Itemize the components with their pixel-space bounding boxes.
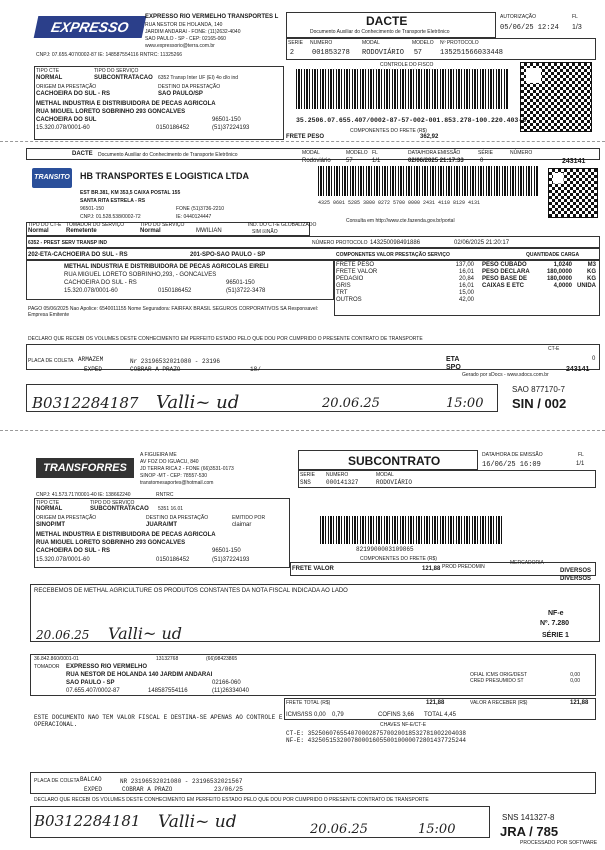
company-cnpj: CNPJ: 41.573.717/0001-40 IE: 138662240 bbox=[36, 492, 131, 498]
seguro-info: PAGO 05/06/2025 Nao Apolice: 6540011155 Nome Seguradora: FAIRFAX BRASIL SEGUROS CORPORATIVOS SA Responsavel: Empresa Emitente bbox=[28, 306, 319, 318]
endereco-value: RUA MIGUEL LORETO SOBRINHO 293 GONCALVES bbox=[36, 109, 186, 115]
protocolo-data: 02/06/2025 21:20:17 bbox=[454, 240, 510, 246]
component-row-cell: PEDAGIO bbox=[336, 276, 364, 282]
component-row-cell: 15,00 bbox=[458, 290, 474, 296]
serie-label: SERIE bbox=[288, 40, 304, 46]
component-row-cell: 16,01 bbox=[458, 269, 474, 275]
cfop-value: 6352 Transp Inter UF (EI) 4o d/o ind bbox=[158, 75, 239, 81]
tomador-label: TOMADOR bbox=[34, 664, 60, 670]
tomador2: EXPED bbox=[84, 366, 103, 373]
tax-list bbox=[470, 672, 590, 684]
tipo-servico-label: TIPO DO SERVIÇO bbox=[94, 68, 139, 74]
numero-label: NÚMERO bbox=[510, 150, 533, 156]
endereco-value: RUA MIGUEL LORETO SOBRINHO 293 GONCALVES bbox=[36, 540, 186, 546]
sin-ref: SIN / 002 bbox=[512, 396, 567, 411]
termino-prestacao: 201-SPO-SAO PAULO - SP bbox=[190, 252, 266, 258]
company-address-3: JD TERRA RICA 2 - FONE (66)3531-0173 bbox=[140, 466, 234, 472]
company-email: transtomesaportes@hotmail.com bbox=[140, 480, 214, 486]
access-key-line: CT-E: 35250607655407000287570020018532781002204038 bbox=[286, 730, 467, 737]
tax-row-cell: 0,00 bbox=[570, 678, 580, 684]
qr-code bbox=[520, 62, 592, 132]
cobrar: COBRAR A PRAZO bbox=[130, 366, 181, 373]
modal-label: MODAL bbox=[376, 472, 394, 478]
dacte-title: DACTE bbox=[72, 151, 93, 157]
tipo-cte-value: NORMAL bbox=[36, 75, 63, 81]
tomador-value: Remetente bbox=[66, 228, 97, 234]
nfe-number: Nº. 7.280 bbox=[540, 620, 570, 627]
tom-cnpj2: 36.842.860/0001-01 bbox=[34, 656, 79, 662]
ind-value: SIM ☒NÃO bbox=[252, 229, 278, 235]
protocolo-value: 143250098491886 bbox=[370, 240, 421, 246]
tom-fone: (11)26334040 bbox=[212, 688, 249, 694]
numero-value: 243141 bbox=[562, 158, 586, 165]
icms-value: TOTAL 4,45 bbox=[424, 712, 456, 718]
destino-label: DESTINO DA PRESTAÇÃO bbox=[158, 84, 221, 90]
stub-box bbox=[30, 772, 596, 794]
emitido-value: claimar bbox=[232, 522, 252, 528]
handwritten-date: 20.06.25 bbox=[322, 396, 380, 411]
company-cep: 96501-150 bbox=[80, 206, 104, 212]
valor-receber-value: 121,88 bbox=[570, 700, 589, 706]
access-key-barcode bbox=[318, 166, 538, 196]
destino-value: JUARA/MT bbox=[146, 522, 177, 528]
emissao-value: 02/06/2025 21:17:33 bbox=[408, 158, 464, 164]
municipio-value: CACHOEIRA DO SUL - RS bbox=[64, 280, 137, 286]
inicio-prestacao: 202-ETA-CACHOEIRA DO SUL - RS bbox=[28, 252, 128, 258]
component-row-cell: 16,01 bbox=[458, 283, 474, 289]
modelo-label: MODELO bbox=[346, 150, 368, 156]
company-address-2: AV FOZ DO IGUACU, 840 bbox=[140, 459, 199, 465]
quantity-row-cell: M3 bbox=[587, 262, 596, 268]
cte-label: CT-E bbox=[548, 346, 560, 352]
serie-label: SERIE bbox=[300, 472, 316, 478]
barcode-number: 8219900003109865 bbox=[356, 546, 414, 553]
handwritten-code: B0312284181 bbox=[34, 812, 141, 830]
handwritten-date: 20.06.25 bbox=[310, 822, 368, 837]
declaro-text: DECLARO QUE RECEBI OS VOLUMES DESTE CONHECIMENTO EM PERFEITO ESTADO PELO QUE DOU POR CUMPRIDO O PRESENTE CONTRATO DE TRANSPORTE bbox=[28, 336, 423, 342]
component-row bbox=[336, 283, 476, 290]
icms-value: ICMS/ISS 0,00 bbox=[286, 712, 326, 718]
cte-stub bbox=[26, 344, 600, 370]
numero-label: NUMERO bbox=[326, 472, 349, 478]
serie-label: SÉRIE bbox=[478, 150, 494, 156]
quantity-row bbox=[482, 262, 598, 269]
destino-code: SPO bbox=[446, 364, 461, 371]
frete-total-value: 121,88 bbox=[426, 700, 445, 706]
remetente-value: METHAL INDUSTRIA E DISTRIBUIDORA DE PECAS AGRICOLA bbox=[36, 101, 216, 107]
tipo-cte-label: TIPO CTE bbox=[36, 500, 60, 506]
coleta-value: BALCAO bbox=[80, 776, 102, 783]
tom-municipio: SAO PAULO - SP bbox=[66, 680, 115, 686]
expresso-logo: EXPRESSO bbox=[34, 16, 147, 38]
tom-ie2: 13132768 bbox=[156, 656, 179, 662]
sns-ref: SNS 141327-8 bbox=[502, 813, 555, 822]
serie-value: 0 bbox=[480, 158, 484, 164]
quantity-row-cell: PESO BASE DE bbox=[482, 276, 528, 282]
component-row-cell: FRETE VALOR bbox=[336, 269, 378, 275]
cobrar: COBRAR A PRAZO bbox=[122, 786, 173, 793]
tipo-serv-label: TIPO DO SERVIÇO bbox=[90, 500, 135, 506]
modal-value: RODOVIÁRIO bbox=[376, 479, 413, 486]
modal-value: Rodoviário bbox=[302, 158, 331, 164]
municipio-value: CACHOEIRA DO SUL - RS bbox=[36, 548, 111, 554]
authorization-label: AUTORIZAÇÃO bbox=[500, 14, 537, 20]
quantity-row-cell: 180,0000 bbox=[546, 269, 572, 275]
quantity-row-cell: 180,0000 bbox=[546, 276, 572, 282]
component-row-cell: 20,84 bbox=[458, 276, 474, 282]
page-separator bbox=[0, 141, 605, 143]
nr-value: Nr 23196532021080 - 23196 bbox=[130, 358, 221, 365]
dacte-title: DACTE bbox=[366, 14, 408, 28]
transito-logo: TRANSITO bbox=[32, 168, 72, 188]
tomador-value: EXPRESSO RIO VERMELHO bbox=[66, 664, 148, 670]
tipo-cte-value: Normal bbox=[28, 228, 49, 234]
fone-rem: (51)3722-3478 bbox=[226, 288, 266, 294]
emitido-label: EMITIDO POR bbox=[232, 515, 266, 521]
recebemos-text: RECEBEMOS DE METHAL AGRICULTURE OS PRODUTOS CONSTANTES DA NOTA FISCAL INDICADA AO LADO bbox=[34, 588, 348, 594]
component-row bbox=[336, 290, 476, 297]
handwritten-time: 15:00 bbox=[446, 396, 484, 411]
coleta-label: PLACA DE COLETA bbox=[34, 778, 80, 784]
tax-row-cell: CRED PRESUMIDO ST bbox=[470, 678, 524, 684]
modal-label: MODAL bbox=[362, 40, 380, 46]
tipo-serv-label: TIPO DO SERVIÇO bbox=[140, 222, 185, 228]
quantity-row bbox=[482, 269, 598, 276]
comp-header: COMPONENTES VALOR PRESTAÇÃO SERVIÇO bbox=[336, 252, 450, 258]
numero-value: 000141327 bbox=[326, 479, 359, 486]
document-barcode bbox=[320, 516, 504, 544]
protocolo-value: 135251566033448 bbox=[440, 49, 504, 57]
company-ie: IE: 0440124447 bbox=[176, 214, 212, 220]
ie-rem: 0150186452 bbox=[156, 557, 190, 563]
fl-label: FL bbox=[578, 452, 584, 458]
declaro-text: DECLARO QUE RECEBI OS VOLUMES DESTE CONHECIMENTO EM PERFEITO ESTADO PELO QUE DOU POR CUMPRIDO O PRESENTE CONTRATO DE TRANSPORTE bbox=[34, 797, 429, 803]
modelo-value: 57 bbox=[346, 158, 353, 164]
nr-value: NR 23196532021080 - 23196532021567 bbox=[120, 778, 243, 785]
fl-value: 1/1 bbox=[576, 461, 585, 467]
municipio-value: CACHOEIRA DO SUL bbox=[36, 117, 97, 123]
serie-value: 2 bbox=[290, 49, 294, 56]
dacte-subtitle: Documento Auxiliar do Conhecimento de Transporte Eletrônico bbox=[98, 152, 238, 158]
tipo-cte-label: TIPO CTE bbox=[36, 68, 60, 74]
component-row bbox=[336, 262, 476, 269]
icms-value: 0,79 bbox=[332, 712, 344, 718]
component-row bbox=[336, 269, 476, 276]
endereco-value: RUA MIGUEL LORETO SOBRINHO,293, - GONCALVES bbox=[64, 272, 217, 278]
valor-receber-label: VALOR A RECEBER (R$) bbox=[470, 700, 528, 706]
origem-value: CACHOEIRA DO SUL - RS bbox=[36, 91, 111, 97]
components-list bbox=[336, 262, 476, 304]
cep-value: 96501-150 bbox=[212, 548, 241, 554]
receipt-date: 20.06.25 bbox=[36, 628, 90, 642]
destino-value: SAO PAULO/SP bbox=[158, 91, 203, 97]
modal-label: MODAL bbox=[302, 150, 320, 156]
signature: Valli~ ud bbox=[158, 812, 237, 832]
numero-value: 001853278 bbox=[312, 49, 350, 57]
access-key-line: NF-E: 43250515320078000160550010000072801437725244 bbox=[286, 737, 467, 744]
fl-value: 1/3 bbox=[572, 24, 582, 31]
controle-fisco: CONTROLE DO FISCO bbox=[380, 62, 434, 68]
dacte-subtitle: Documento Auxiliar do Conhecimento de Transporte Eletrônico bbox=[310, 29, 450, 35]
signature: Valli~ ud bbox=[156, 392, 240, 413]
cnpj-rem: 15.320.078/0001-60 bbox=[64, 288, 118, 294]
component-row bbox=[336, 297, 476, 304]
tom-ie: 148587554116 bbox=[148, 688, 188, 694]
tomador-label: TOMADOR DO SERVIÇO bbox=[66, 222, 125, 228]
cep-value: 96501-150 bbox=[212, 117, 241, 123]
tipo-cte-label: TIPO DO CT-E bbox=[28, 222, 62, 228]
fone-rem: (51)37224193 bbox=[212, 557, 250, 563]
frete-valor-value: 121,88 bbox=[422, 566, 441, 572]
protocolo-label: NÚMERO PROTOCOLO bbox=[312, 240, 368, 246]
tax-row-cell: OFIAL ICMS ORIG/DEST bbox=[470, 672, 528, 678]
cnpj-rem: 15.320.078/0001-60 bbox=[36, 557, 90, 563]
access-key: 35.2506.07.655.407/0002-87-57-002-001.853.278-100.220.403-8 bbox=[296, 117, 527, 124]
quantity-row-cell: CAIXAS E ETC bbox=[482, 283, 525, 289]
chaves-label: CHAVES NF-E/CT-E bbox=[380, 722, 427, 728]
component-row-cell: GRIS bbox=[336, 283, 351, 289]
coleta-label: PLACA DE COLETA bbox=[28, 358, 74, 364]
emissao-label: DATA/HORA EMISSÃO bbox=[408, 150, 461, 156]
previsao: 23/06/25 bbox=[214, 786, 243, 793]
modelo-label: MODELO bbox=[412, 40, 434, 46]
company-address-3: SAO PAULO - SP - CEP: 02165-060 bbox=[145, 36, 226, 42]
emissao-label: DATA/HORA DE EMISSÃO bbox=[482, 452, 543, 458]
tipo-serv-value: Normal bbox=[140, 228, 161, 234]
company-name: EXPRESSO RIO VERMELHO TRANSPORTES L bbox=[145, 14, 279, 20]
quantity-row-cell: KG bbox=[587, 276, 596, 282]
dacte-expresso-rio-vermelho bbox=[0, 6, 605, 140]
quantity-row bbox=[482, 283, 598, 290]
company-name: HB TRANSPORTES E LOGISTICA LTDA bbox=[80, 171, 250, 181]
tax-row bbox=[470, 678, 590, 684]
coleta-value: ARMAZEM bbox=[78, 356, 104, 363]
component-row-cell: 137,00 bbox=[455, 262, 474, 268]
icms-row bbox=[286, 712, 486, 719]
ie-rem: 0150186452 bbox=[158, 288, 192, 294]
access-key: 4325 0601 5285 3800 0272 5700 0000 2431 4110 8129 4131 bbox=[318, 200, 481, 206]
icms-value: COFINS 3,66 bbox=[378, 712, 415, 718]
qty-header: QUANTIDADE CARGA bbox=[526, 252, 580, 258]
tomador-serv: EXPED bbox=[84, 786, 103, 793]
company-email: www.expressorio@terra.com.br bbox=[145, 43, 215, 49]
tom-endereco: RUA NESTOR DE HOLANDA 140 JARDIM ANDARAI bbox=[66, 672, 213, 678]
remetente-value: METHAL INDUSTRIA E DISTRIBUIDORA DE PECAS AGRICOLA bbox=[36, 532, 216, 538]
sao-ref: SAO 877170-7 bbox=[512, 385, 565, 394]
origem-code: ETA bbox=[446, 356, 460, 363]
protocolo-label: Nº PROTOCOLO bbox=[440, 40, 479, 46]
tipo-cte-value: NORMAL bbox=[36, 506, 63, 512]
frete-total-label: FRETE TOTAL (R$) bbox=[286, 700, 331, 706]
nfe-label: NF-e bbox=[548, 610, 564, 617]
quantity-row-cell: KG bbox=[587, 269, 596, 275]
subcontrato-transforres bbox=[0, 432, 605, 850]
component-row-cell: OUTROS bbox=[336, 297, 362, 303]
origem-label: ORIGEM DA PRESTAÇÃO bbox=[36, 515, 97, 521]
observacao: ESTE DOCUMENTO NAO TEM VALOR FISCAL E DESTINA-SE APENAS AO CONTROLE E OPERACIONAL. bbox=[34, 714, 283, 728]
company-fone: FONE (51)3736-2210 bbox=[176, 206, 225, 212]
tom-cep: 02166-060 bbox=[212, 680, 241, 686]
cte-keys-list bbox=[286, 730, 466, 744]
nfe-serie: SÉRIE 1 bbox=[542, 632, 569, 639]
subcontrato-title: SUBCONTRATO bbox=[348, 454, 441, 468]
company-address-2: JARDIM ANDARAI - FONE: (11)2632-4040 bbox=[145, 29, 241, 35]
consulta-url: Consulta em http://www.cte.fazenda.gov.br/portal bbox=[346, 218, 455, 224]
tom-fone2: (66)98423865 bbox=[206, 656, 238, 662]
cfop-value: 5351 16.01 bbox=[158, 506, 184, 512]
quantity-row-cell: PESO DECLARA bbox=[482, 269, 530, 275]
numero2: 243141 bbox=[566, 366, 590, 373]
serie-value: SNS bbox=[300, 479, 311, 486]
numero-label: NUMERO bbox=[310, 40, 333, 46]
qr-code bbox=[548, 168, 598, 218]
company-address-1: A FIGUEIRA ME bbox=[140, 452, 177, 458]
remetente-value: METHAL INDUSTRIA E DISTRIBUIDORA DE PECAS AGRICOLAS EIRELI bbox=[64, 264, 269, 270]
modelo-value: 57 bbox=[414, 49, 422, 56]
mwilian: MWILIAN bbox=[196, 228, 222, 234]
component-row bbox=[336, 276, 476, 283]
fone-rem: (51)37224193 bbox=[212, 125, 250, 131]
fl-value: 1/1 bbox=[372, 158, 381, 164]
company-cnpj: CNPJ: 07.655.407/0002-87 IE: 148587554116 RNTRC: 11325266 bbox=[36, 52, 183, 58]
transforres-logo: TRANSFORRES bbox=[36, 458, 134, 478]
emissao-value: 16/06/25 16:09 bbox=[482, 461, 541, 469]
processado: PROCESSADO POR SOFTWARE bbox=[520, 840, 598, 846]
tipo-servico-value: SUBCONTRATACAO bbox=[94, 75, 153, 81]
quantity-row-cell: UNIDA bbox=[577, 283, 596, 289]
component-row-cell: 42,00 bbox=[458, 297, 474, 303]
quantity-row-cell: 1,0240 bbox=[553, 262, 572, 268]
dacte-hb-transportes bbox=[0, 146, 605, 422]
origem-label: ORIGEM DA PRESTAÇÃO bbox=[36, 84, 97, 90]
company-address-2: SANTA RITA ESTRELA - RS bbox=[80, 198, 146, 204]
company-address-4: SINOP -MT - CEP: 78557-530 bbox=[140, 473, 208, 479]
mercadoria-label: MERCADORIA bbox=[510, 560, 544, 566]
previsao: 18/ bbox=[250, 366, 261, 373]
rntrc: RNTRC bbox=[156, 492, 174, 498]
diversos-2: DIVERSOS bbox=[560, 576, 592, 582]
diversos-1: DIVERSOS bbox=[560, 568, 592, 574]
company-address-1: RUA NESTOR DE HOLANDA, 140 bbox=[145, 22, 223, 28]
frete-peso-value: 362,92 bbox=[420, 134, 439, 140]
serie2: 0 bbox=[592, 356, 596, 362]
cep-value: 96501-150 bbox=[226, 280, 255, 286]
ind-label: IND. DO CT-E GLOBALIZADO bbox=[248, 222, 317, 228]
componentes-label: COMPONENTES DO FRETE (R$) bbox=[360, 556, 437, 562]
tom-cnpj: 07.655.407/0002-87 bbox=[66, 688, 120, 694]
destino-label: DESTINO DA PRESTAÇÃO bbox=[146, 515, 209, 521]
receipt-signature: Valli~ ud bbox=[108, 624, 183, 643]
company-cnpj: CNPJ: 01.528.538/0002-72 bbox=[80, 214, 141, 220]
componentes-label: COMPONENTES DO FRETE (R$) bbox=[350, 128, 427, 134]
fl-label: FL bbox=[572, 14, 578, 20]
quantities-list bbox=[482, 262, 598, 290]
component-row-cell: FRETE PESO bbox=[336, 262, 375, 268]
quantity-row-cell: PESO CUBADO bbox=[482, 262, 527, 268]
quantity-row bbox=[482, 276, 598, 283]
handwritten-time: 15:00 bbox=[418, 822, 456, 837]
quantity-row-cell: 4,0000 bbox=[553, 283, 572, 289]
frete-peso-label: FRETE PESO bbox=[286, 134, 325, 140]
ie-rem: 0150186452 bbox=[156, 125, 190, 131]
component-row-cell: TRT bbox=[336, 290, 348, 296]
fl-label: FL bbox=[372, 150, 378, 156]
authorization-value: 05/06/25 12:24 bbox=[500, 24, 559, 32]
prod-pred-label: PROD PREDOMIN bbox=[442, 564, 485, 570]
access-key-barcode bbox=[296, 69, 508, 109]
company-address-1: EST BR.381, KM 353,5 CAIXA POSTAL 155 bbox=[80, 190, 181, 196]
tipo-serv-value: SUBCONTRATACAO bbox=[90, 506, 149, 512]
handwritten-code: B0312284187 bbox=[32, 394, 139, 412]
jra-ref: JRA / 785 bbox=[500, 824, 559, 839]
origem-value: SINOP/MT bbox=[36, 522, 66, 528]
gerado-por: Gerado por sDocs - www.sdocs.com.br bbox=[462, 372, 549, 378]
natureza-value: 6352 - PREST SERV TRANSP IND bbox=[28, 240, 108, 246]
modal-value: RODOVIÁRIO bbox=[362, 49, 405, 57]
frete-valor-label: FRETE VALOR bbox=[292, 566, 334, 572]
cnpj-rem: 15.320.078/0001-60 bbox=[36, 125, 90, 131]
tax-row-cell: 0,00 bbox=[570, 672, 580, 678]
